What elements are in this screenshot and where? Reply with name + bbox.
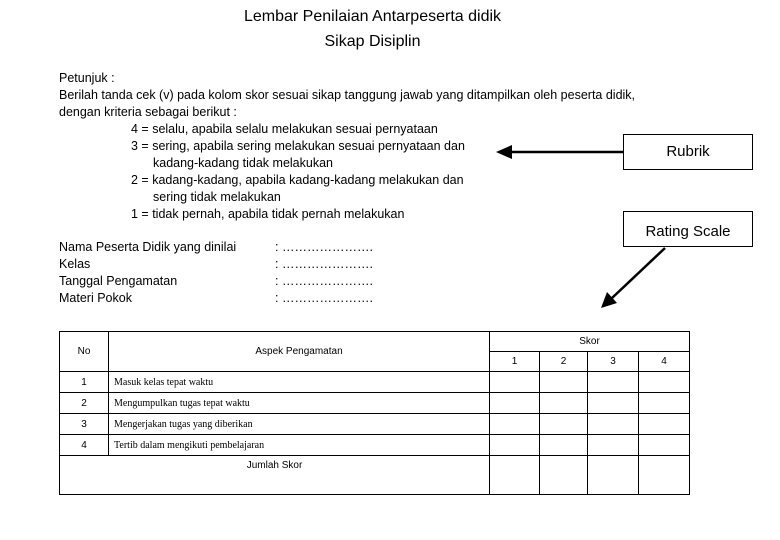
header-score-3: 3 [588, 352, 639, 372]
criteria-1: 1 = tidak pernah, apabila tidak pernah melakukan [131, 207, 405, 221]
rubrik-label: Rubrik [666, 143, 710, 160]
total-cell-2[interactable] [540, 456, 588, 495]
header-aspek: Aspek Pengamatan [109, 332, 490, 372]
header-no: No [60, 332, 109, 372]
instructions-heading: Petunjuk : [59, 71, 115, 85]
table-row [60, 435, 690, 456]
total-cell-1[interactable] [490, 456, 540, 495]
score-cell-3[interactable] [588, 414, 639, 435]
total-row [60, 456, 690, 495]
row-aspek: Tertib dalam mengikuti pembelajaran [109, 435, 490, 456]
instructions-line-1: Berilah tanda cek (v) pada kolom skor sesuai sikap tanggung jawab yang ditampilkan oleh peserta didik, [59, 88, 636, 102]
table-row [60, 414, 690, 435]
page-subtitle: Sikap Disiplin [324, 33, 421, 50]
score-cell-2[interactable] [540, 414, 588, 435]
table-row [60, 393, 690, 414]
rating-scale-label: Rating Scale [645, 223, 731, 240]
header-score-2: 2 [540, 352, 588, 372]
score-cell-1[interactable] [490, 372, 540, 393]
score-cell-2[interactable] [540, 393, 588, 414]
score-cell-1[interactable] [490, 393, 540, 414]
score-cell-2[interactable] [540, 372, 588, 393]
row-aspek: Masuk kelas tepat waktu [109, 372, 490, 393]
field-value-nama: : …………………. [275, 240, 373, 254]
rubrik-arrow [496, 145, 623, 159]
field-label-materi: Materi Pokok [59, 291, 132, 305]
score-cell-4[interactable] [639, 435, 690, 456]
score-cell-3[interactable] [588, 393, 639, 414]
page-title: Lembar Penilaian Antarpeserta didik [243, 8, 502, 25]
score-cell-2[interactable] [540, 435, 588, 456]
score-cell-4[interactable] [639, 414, 690, 435]
field-value-materi: : …………………. [275, 291, 373, 305]
field-value-tanggal: : …………………. [275, 274, 373, 288]
field-label-tanggal: Tanggal Pengamatan [59, 274, 178, 288]
score-cell-3[interactable] [588, 435, 639, 456]
total-cell-4[interactable] [639, 456, 690, 495]
criteria-2: 2 = kadang-kadang, apabila kadang-kadang melakukan dan [131, 173, 464, 187]
header-skor: Skor [490, 332, 690, 352]
score-cell-1[interactable] [490, 414, 540, 435]
header-score-1: 1 [490, 352, 540, 372]
row-no: 3 [60, 414, 109, 435]
total-cell-3[interactable] [588, 456, 639, 495]
row-no: 4 [60, 435, 109, 456]
instructions-line-2: dengan kriteria sebagai berikut : [59, 105, 237, 119]
criteria-3: 3 = sering, apabila sering melakukan sesuai pernyataan dan [131, 139, 465, 153]
score-cell-3[interactable] [588, 372, 639, 393]
score-cell-4[interactable] [639, 393, 690, 414]
score-cell-4[interactable] [639, 372, 690, 393]
rating-scale-arrow [601, 248, 665, 308]
score-cell-1[interactable] [490, 435, 540, 456]
criteria-4: 4 = selalu, apabila selalu melakukan sesuai pernyataan [131, 122, 438, 136]
total-label: Jumlah Skor [60, 456, 490, 495]
row-no: 2 [60, 393, 109, 414]
criteria-2-cont: sering tidak melakukan [153, 190, 281, 204]
assessment-table [59, 331, 690, 495]
field-label-kelas: Kelas [59, 257, 91, 271]
table-row [60, 372, 690, 393]
field-value-kelas: : …………………. [275, 257, 373, 271]
field-label-nama: Nama Peserta Didik yang dinilai [59, 240, 237, 254]
row-no: 1 [60, 372, 109, 393]
row-aspek: Mengumpulkan tugas tepat waktu [109, 393, 490, 414]
header-score-4: 4 [639, 352, 690, 372]
criteria-3-cont: kadang-kadang tidak melakukan [153, 156, 333, 170]
row-aspek: Mengerjakan tugas yang diberikan [109, 414, 490, 435]
